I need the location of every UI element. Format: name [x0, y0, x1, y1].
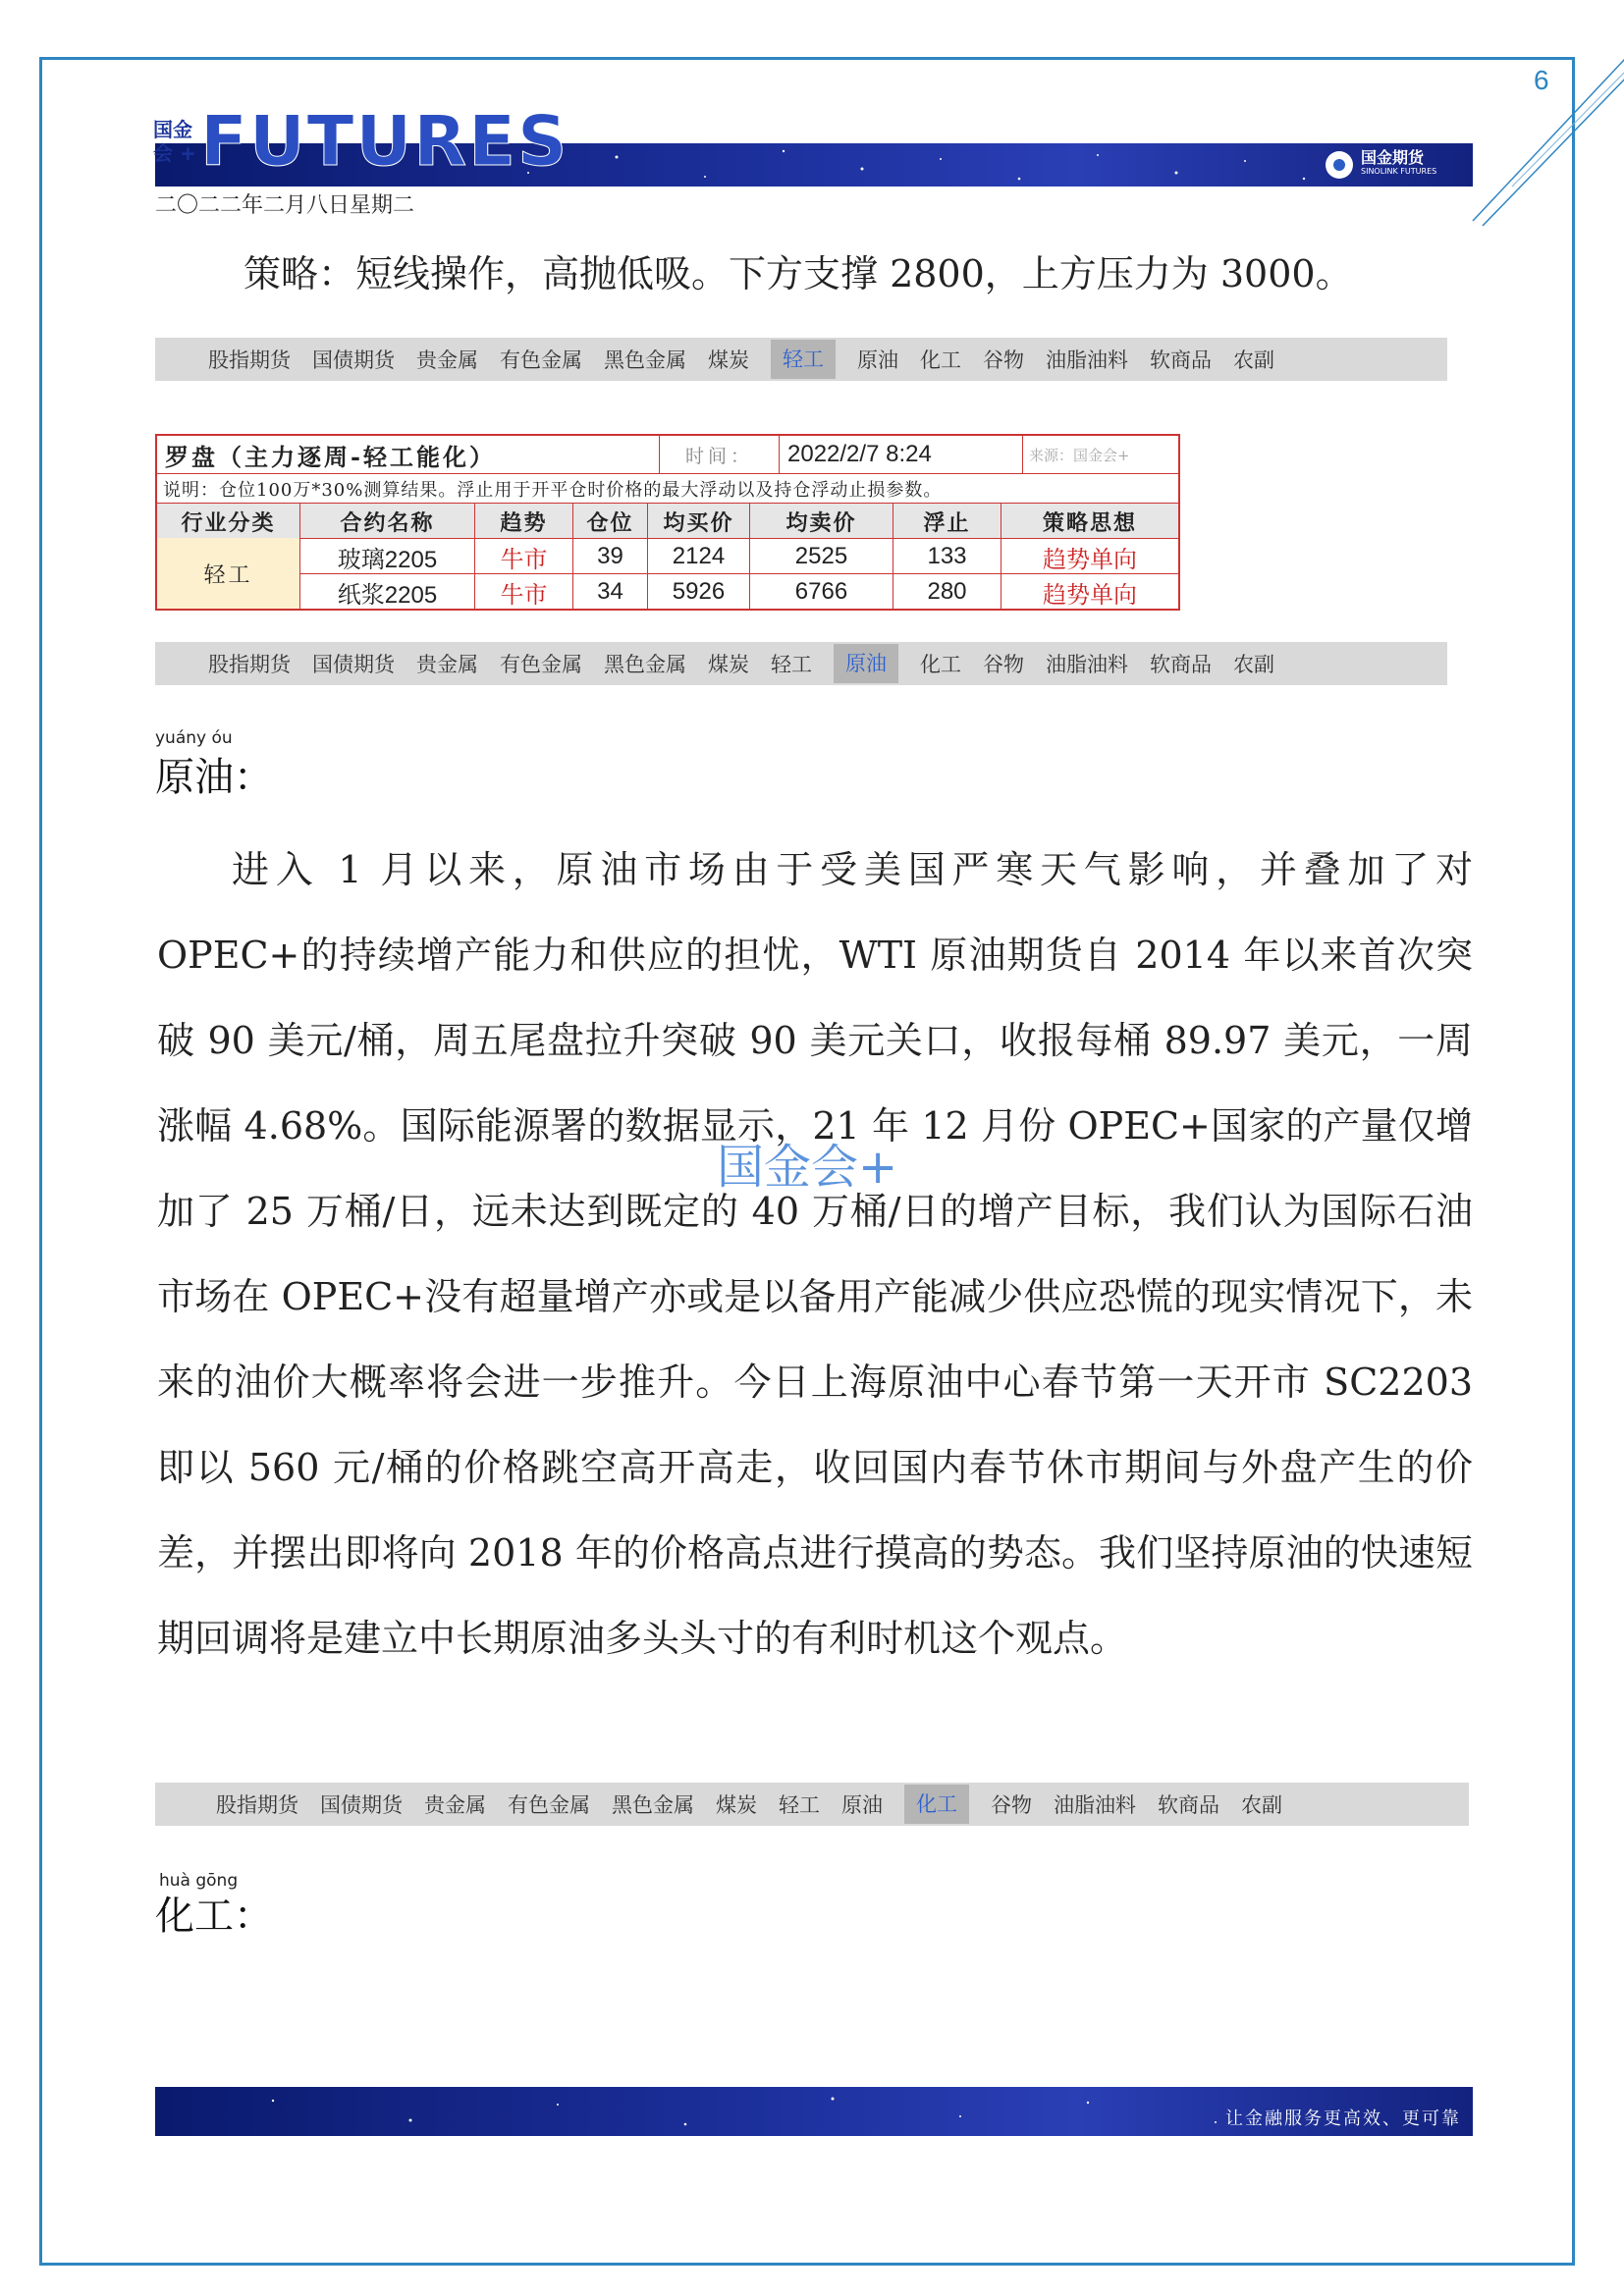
avg-sell: 6766	[750, 574, 893, 610]
header-cell: 合约名称	[300, 504, 475, 539]
header-cell: 行业分类	[157, 504, 300, 539]
nav-item[interactable]: 谷物	[991, 1793, 1032, 1817]
nav-item[interactable]: 农副	[1241, 1793, 1282, 1817]
nav-item[interactable]: 黑色金属	[612, 1793, 694, 1817]
header-cell: 仓位	[573, 504, 648, 539]
brand-circle-icon	[1326, 151, 1353, 179]
category-nav-3	[155, 1783, 1469, 1826]
table-title: 罗盘（主力逐周-轻工能化）	[157, 436, 660, 473]
footer-slogan: 让金融服务更高效、更可靠	[1225, 2109, 1461, 2129]
report-date: 二〇二二年二月八日星期二	[155, 193, 415, 218]
avg-sell: 2525	[750, 539, 893, 574]
table-header-row	[157, 503, 1178, 539]
table-row	[300, 573, 1178, 610]
nav-item[interactable]: 化工	[904, 1785, 969, 1824]
nav-item[interactable]: 化工	[920, 653, 961, 676]
nav-item[interactable]: 有色金属	[508, 1793, 590, 1817]
nav-item[interactable]: 原油	[841, 1793, 883, 1817]
category-nav-2	[155, 642, 1447, 685]
nav-item[interactable]: 油脂油料	[1046, 653, 1128, 676]
nav-item[interactable]: 黑色金属	[604, 348, 686, 372]
nav-item[interactable]: 农副	[1233, 348, 1274, 372]
contract-name: 玻璃2205	[300, 539, 475, 574]
avg-buy: 5926	[648, 574, 750, 610]
time-value: 2022/2/7 8:24	[780, 436, 1023, 473]
nav-item[interactable]: 轻工	[779, 1793, 820, 1817]
nav-item[interactable]: 煤炭	[708, 348, 749, 372]
nav-item[interactable]: 国债期货	[312, 348, 395, 372]
trend: 牛市	[475, 539, 573, 574]
logo-cn: 国金 会 +	[153, 118, 196, 165]
float-stop: 280	[893, 574, 1001, 610]
nav-item[interactable]: 有色金属	[500, 653, 582, 676]
nav-item[interactable]: 软商品	[1150, 653, 1212, 676]
avg-buy: 2124	[648, 539, 750, 574]
nav-item[interactable]: 煤炭	[716, 1793, 757, 1817]
crude-paragraph: 进入 1 月以来，原油市场由于受美国严寒天气影响，并叠加了对 OPEC+的持续增产能力和供应的担忧，WTI 原油期货自 2014 年以来首次突破 90 美元/桶，周五尾盘拉升突破 90 美元关口，收报每桶 89.97 美元，一周涨幅 4.68%。国际能源署的数据显示，21 年 12 月份 OPEC+国家的产量仅增加了 25 万桶/日，远未达到既定的 40 万桶/日的增产目标，我们认为国际石油市场在 OPEC+没有超量增产亦或是以备用产能减少供应恐慌的现实情况下，未来的油价大概率将会进一步推升。今日上海原油中心春节第一天开市 SC2203 即以 560 元/桶的价格跳空高开高走，收回国内春节休市期间与外盘产生的价差，并摆出即将向 2018 年的价格高点进行摸高的势态。我们坚持原油的快速短期回调将是建立中长期原油多头头寸的有利时机这个观点。	[157, 848, 1473, 1660]
table-note: 说明：仓位100万*30%测算结果。浮止用于开平仓时价格的最大浮动以及持仓浮动止损参数。	[163, 480, 943, 501]
nav-item[interactable]: 股指期货	[208, 348, 291, 372]
nav-item[interactable]: 谷物	[983, 653, 1024, 676]
nav-item[interactable]: 化工	[920, 348, 961, 372]
brand-cn: 国金期货	[1361, 148, 1425, 167]
nav-item[interactable]: 原油	[857, 348, 898, 372]
industry-cell: 轻工	[157, 538, 300, 609]
page-number: 6	[1534, 65, 1549, 95]
header-cell: 趋势	[475, 504, 573, 539]
footer-banner	[155, 2087, 1473, 2136]
nav-item[interactable]: 股指期货	[216, 1793, 298, 1817]
nav-item[interactable]: 原油	[834, 644, 898, 683]
compass-table	[155, 434, 1180, 611]
contract-name: 纸浆2205	[300, 574, 475, 610]
strategy-text: 策略：短线操作，高抛低吸。下方支撑 2800，上方压力为 3000。	[244, 252, 1353, 295]
chem-heading: 化工：	[155, 1894, 273, 1939]
position: 39	[573, 539, 648, 574]
brand-en: SINOLINK FUTURES	[1361, 167, 1437, 176]
header-cell: 策略思想	[1042, 509, 1137, 536]
nav-item[interactable]: 轻工	[771, 340, 836, 379]
nav-item[interactable]: 国债期货	[312, 653, 395, 676]
header-cell: 均卖价	[750, 504, 893, 539]
crude-heading: 原油：	[155, 755, 273, 800]
logo-futures: FUTURES	[200, 101, 569, 182]
nav-item[interactable]: 煤炭	[708, 653, 749, 676]
watermark: 国金会+	[717, 1140, 898, 1195]
time-label: 时间：	[660, 436, 780, 473]
nav-item[interactable]: 农副	[1233, 653, 1274, 676]
header-cell: 浮止	[893, 504, 1001, 539]
nav-item[interactable]: 软商品	[1150, 348, 1212, 372]
nav-item[interactable]: 黑色金属	[604, 653, 686, 676]
table-row	[300, 538, 1178, 574]
source-label: 来源：国金会+	[1029, 446, 1130, 464]
category-nav-1	[155, 338, 1447, 381]
nav-item[interactable]: 贵金属	[416, 653, 478, 676]
nav-item[interactable]: 国债期货	[320, 1793, 403, 1817]
nav-item[interactable]: 轻工	[771, 653, 812, 676]
nav-item[interactable]: 油脂油料	[1054, 1793, 1136, 1817]
header-cell: 均买价	[648, 504, 750, 539]
nav-item[interactable]: 贵金属	[424, 1793, 486, 1817]
position: 34	[573, 574, 648, 610]
nav-item[interactable]: 软商品	[1158, 1793, 1219, 1817]
nav-item[interactable]: 油脂油料	[1046, 348, 1128, 372]
float-stop: 133	[893, 539, 1001, 574]
chem-pinyin: huà gōng	[159, 1871, 239, 1891]
crude-pinyin: yuány óu	[155, 728, 233, 748]
strategy-idea: 趋势单向	[1043, 580, 1137, 609]
nav-item[interactable]: 有色金属	[500, 348, 582, 372]
trend: 牛市	[475, 574, 573, 610]
brand-logo	[1326, 147, 1436, 183]
nav-item[interactable]: 谷物	[983, 348, 1024, 372]
strategy-idea: 趋势单向	[1043, 545, 1137, 573]
nav-item[interactable]: 贵金属	[416, 348, 478, 372]
nav-item[interactable]: 股指期货	[208, 653, 291, 676]
